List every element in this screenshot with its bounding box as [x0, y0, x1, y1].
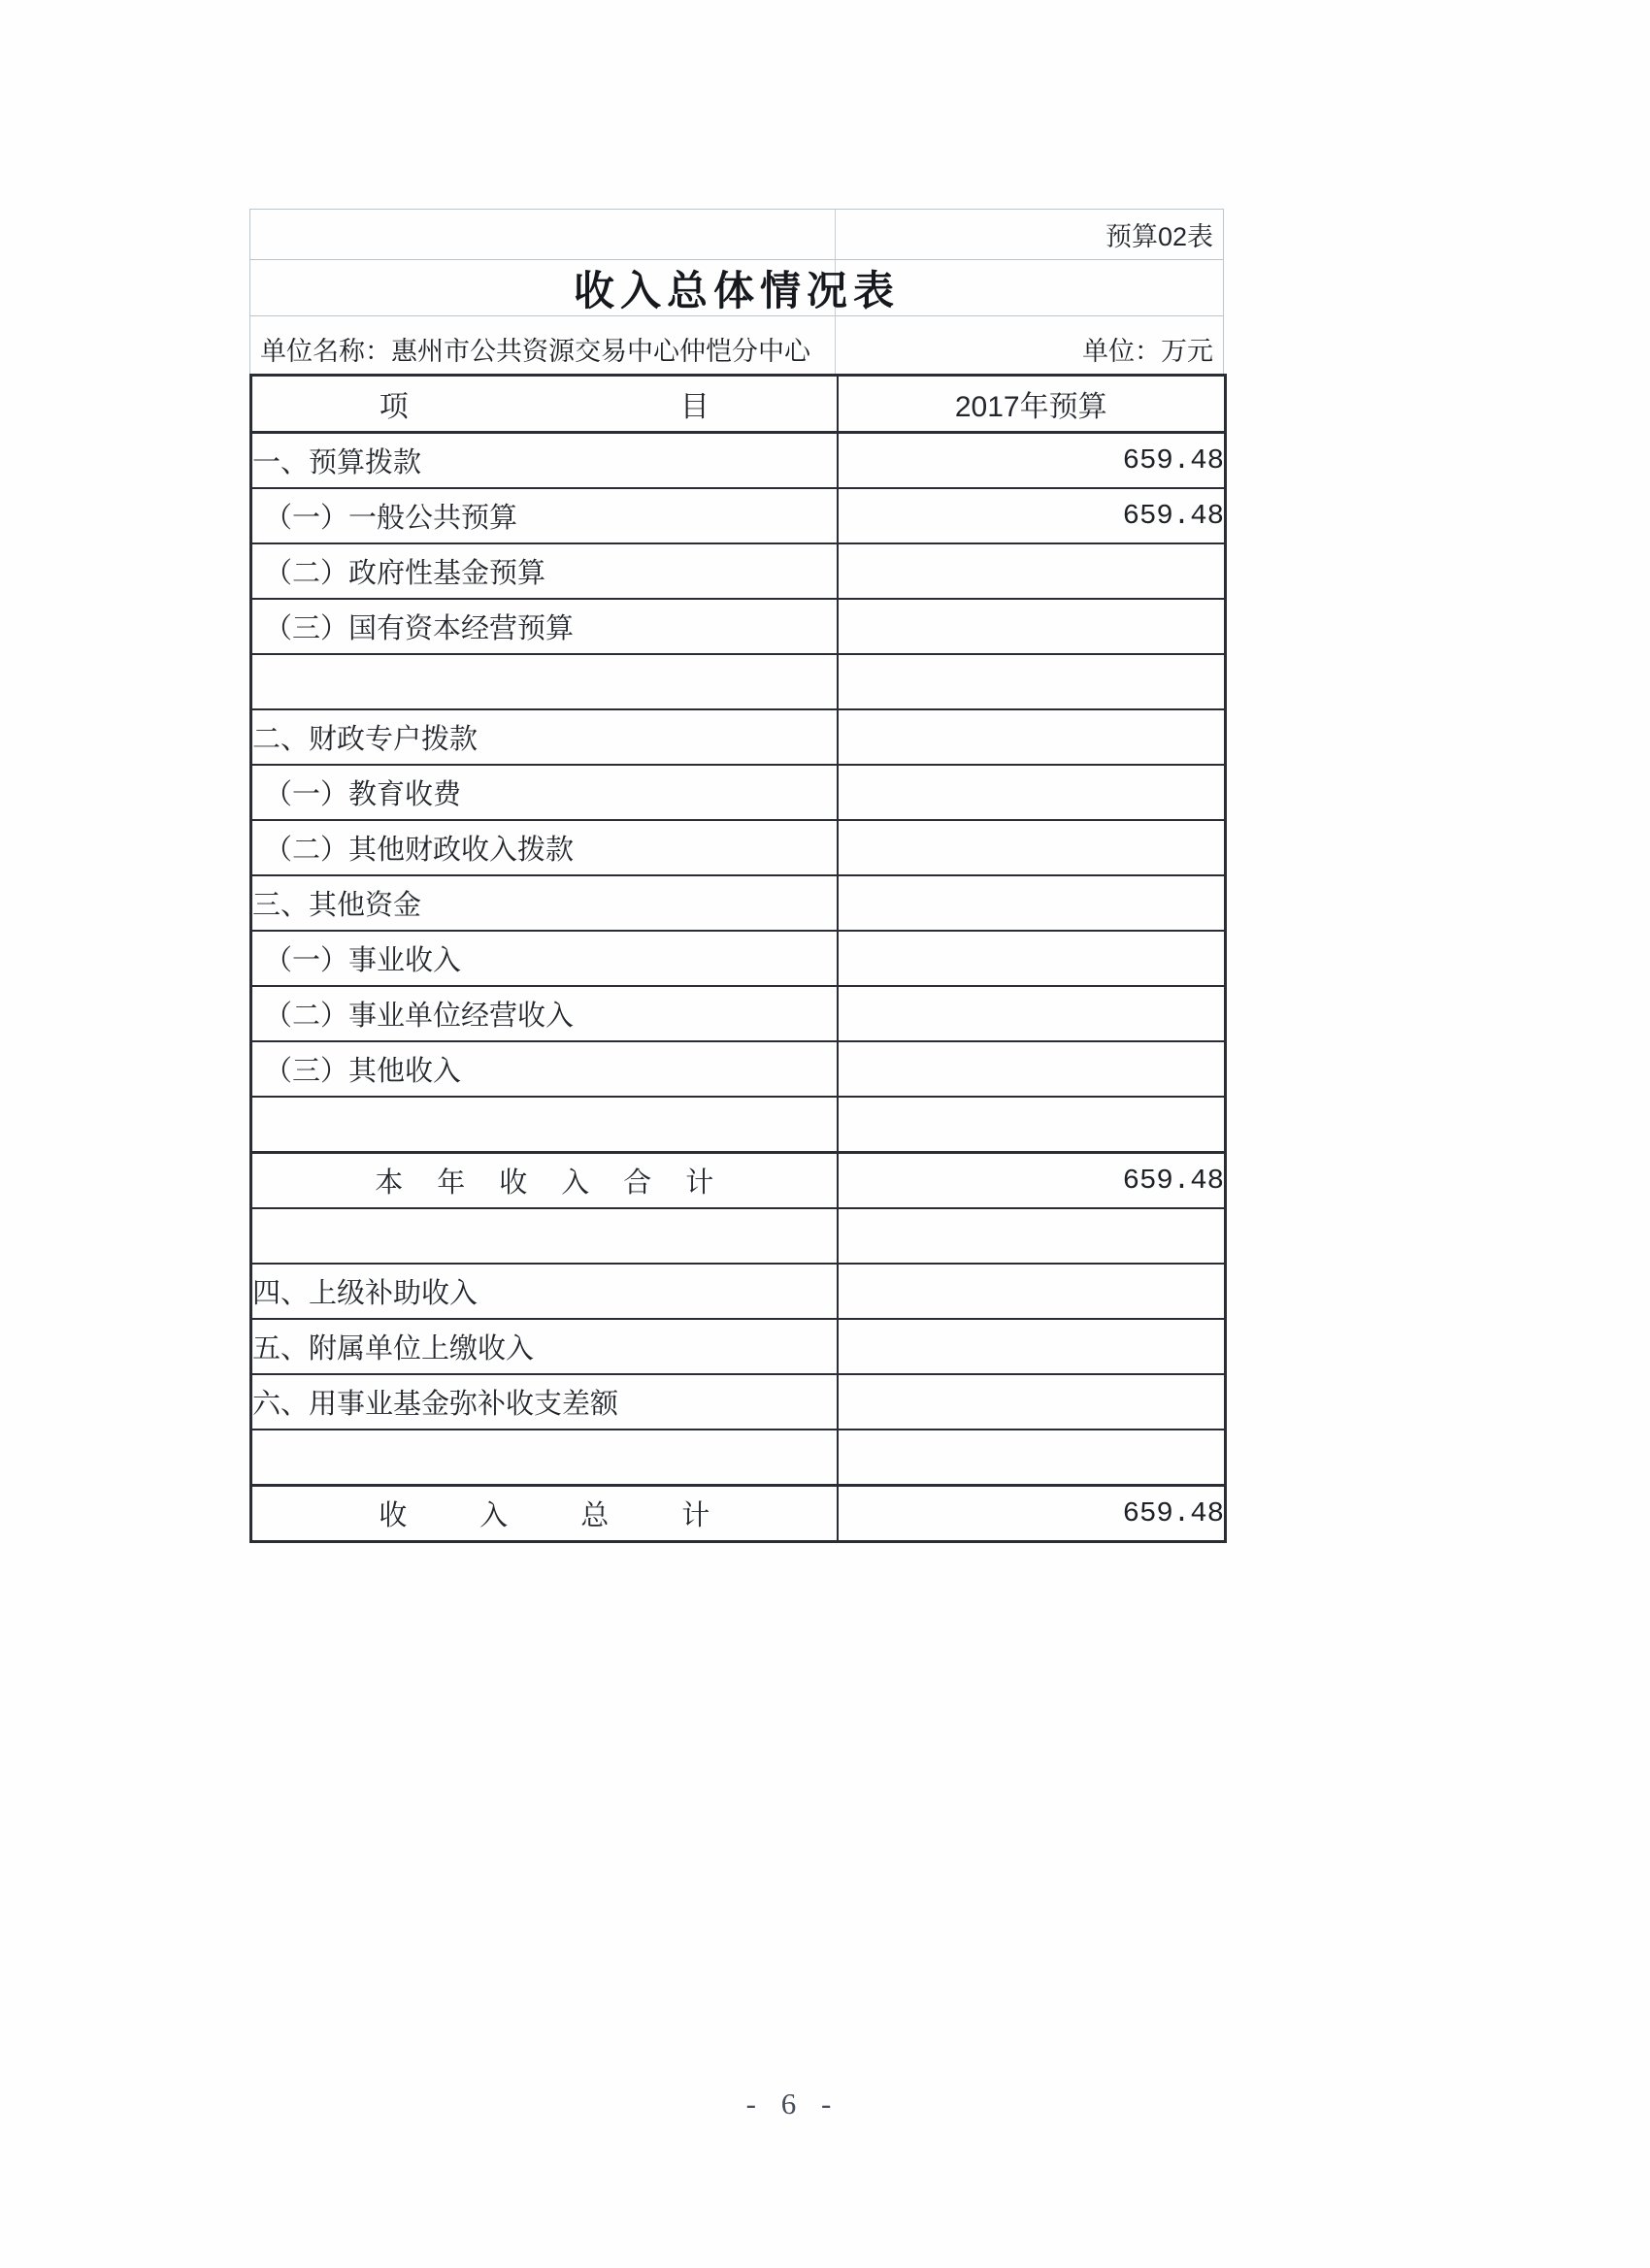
table-row [251, 488, 1226, 543]
row-label: 六、用事业基金弥补收支差额 [251, 1374, 838, 1430]
row-label: （三）国有资本经营预算 [251, 599, 838, 654]
row-label: 本年收入合计 [251, 1153, 838, 1209]
row-value [838, 820, 1226, 875]
row-label: 收入总计 [251, 1486, 838, 1542]
row-value [838, 1208, 1226, 1264]
column-header-item [251, 376, 838, 433]
table-row [251, 1208, 1226, 1264]
row-value [838, 765, 1226, 820]
table-row-year-total [251, 1153, 1226, 1209]
table-row [251, 1041, 1226, 1097]
row-label [251, 1097, 838, 1153]
unit-row [250, 316, 1223, 375]
row-value [838, 1097, 1226, 1153]
table-row [251, 765, 1226, 820]
row-label: （一）事业收入 [251, 931, 838, 986]
row-value [838, 599, 1226, 654]
row-label: 三、其他资金 [251, 875, 838, 931]
income-table [249, 374, 1227, 1543]
table-row [251, 654, 1226, 709]
table-row [251, 1430, 1226, 1486]
row-label: （一）教育收费 [251, 765, 838, 820]
table-row [251, 875, 1226, 931]
form-tag: 预算02表 [1105, 222, 1213, 251]
row-label: （一）一般公共预算 [251, 488, 838, 543]
table-row [251, 1374, 1226, 1430]
row-value [838, 1041, 1226, 1097]
unit-name: 单位名称：惠州市公共资源交易中心仲恺分中心 [260, 336, 810, 366]
header-item-char-right: 目 [679, 391, 710, 423]
row-value: 659.48 [838, 433, 1226, 489]
table-row [251, 599, 1226, 654]
row-value [838, 875, 1226, 931]
table-row [251, 543, 1226, 599]
row-label: （三）其他收入 [251, 1041, 838, 1097]
table-header-row [251, 376, 1226, 433]
page-number: - 6 - [745, 2087, 841, 2120]
table-row [251, 1319, 1226, 1374]
form-tag-row [250, 210, 1223, 260]
row-label: 一、预算拨款 [251, 433, 838, 489]
table-row [251, 709, 1226, 765]
row-value: 659.48 [838, 1486, 1226, 1542]
row-label [251, 1430, 838, 1486]
row-value [838, 986, 1226, 1041]
row-value [838, 709, 1226, 765]
row-value [838, 1430, 1226, 1486]
row-label [251, 654, 838, 709]
row-value: 659.48 [838, 1153, 1226, 1209]
page-title: 收入总体情况表 [573, 267, 900, 313]
table-header-block [249, 209, 1224, 376]
table-row [251, 433, 1226, 489]
header-item-char-left: 项 [379, 391, 409, 423]
row-label [251, 1208, 838, 1264]
row-value [838, 1319, 1226, 1374]
row-value [838, 931, 1226, 986]
table-row [251, 931, 1226, 986]
title-row [250, 260, 1223, 316]
row-value [838, 1374, 1226, 1430]
table-row-grand-total [251, 1486, 1226, 1542]
row-value [838, 1264, 1226, 1319]
column-header-budget: 2017年预算 [838, 376, 1226, 433]
table-row [251, 820, 1226, 875]
row-value [838, 543, 1226, 599]
table-row [251, 1097, 1226, 1153]
table-row [251, 1264, 1226, 1319]
row-label: （二）其他财政收入拨款 [251, 820, 838, 875]
row-label: 二、财政专户拨款 [251, 709, 838, 765]
row-label: （二）政府性基金预算 [251, 543, 838, 599]
row-value [838, 654, 1226, 709]
row-label: 四、上级补助收入 [251, 1264, 838, 1319]
row-label: （二）事业单位经营收入 [251, 986, 838, 1041]
row-label: 五、附属单位上缴收入 [251, 1319, 838, 1374]
table-row [251, 986, 1226, 1041]
unit-label: 单位：万元 [1082, 336, 1213, 366]
row-value: 659.48 [838, 488, 1226, 543]
